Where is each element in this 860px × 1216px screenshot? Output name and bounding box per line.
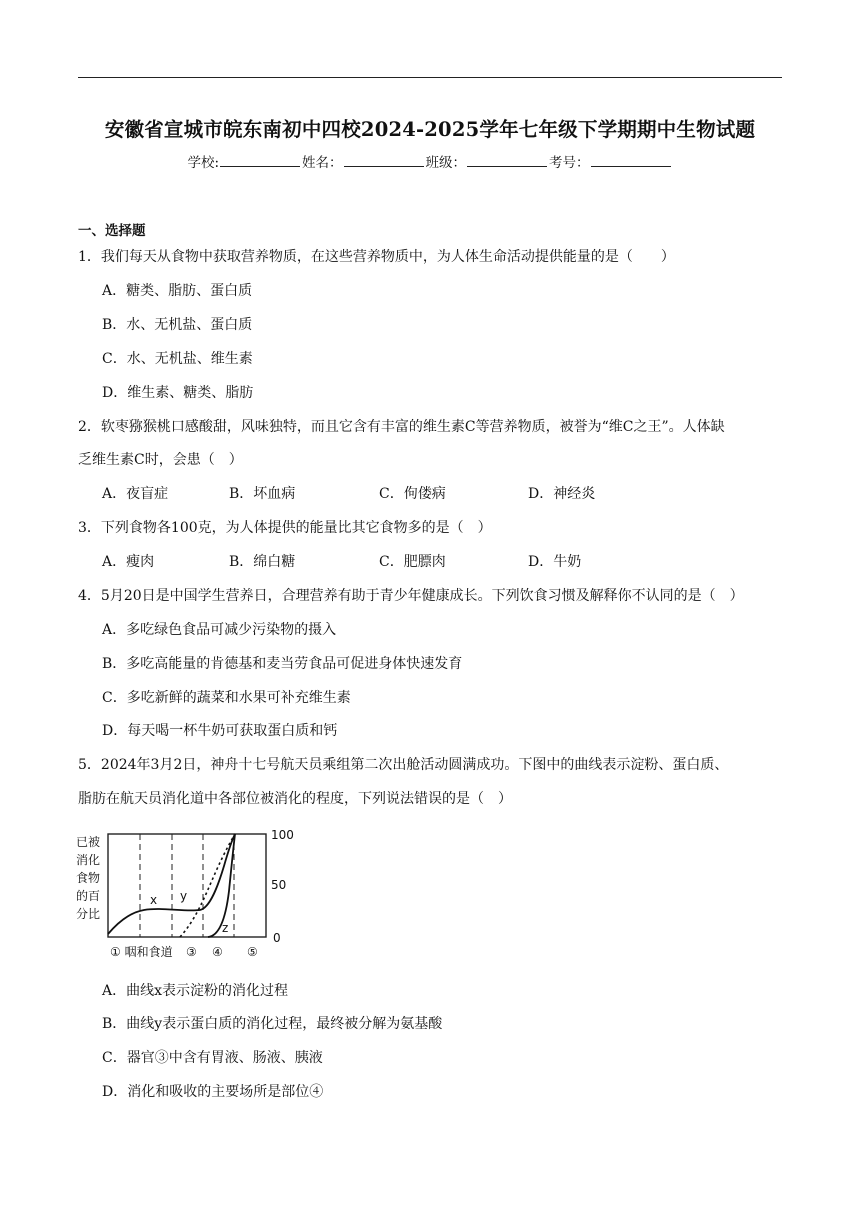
question-4-stem: 4．5月20日是中国学生营养日，合理营养有助于青少年健康成长。下列饮食习惯及解释你不认同的是（ ） — [78, 588, 744, 604]
question-1-option-c[interactable]: C．水、无机盐、维生素 — [102, 351, 253, 367]
y-label-line-4: 的百 — [76, 889, 101, 903]
question-5-option-b[interactable]: B．曲线y表示蛋白质的消化过程，最终被分解为氨基酸 — [102, 1016, 443, 1032]
question-4-option-d[interactable]: D．每天喝一杯牛奶可获取蛋白质和钙 — [102, 723, 338, 739]
school-blank[interactable] — [220, 153, 300, 167]
x-label-3: ③ — [186, 945, 197, 959]
question-1-option-d[interactable]: D．维生素、糖类、脂肪 — [102, 385, 254, 401]
question-3-option-d[interactable]: D．牛奶 — [528, 554, 582, 570]
name-label: 姓名： — [302, 155, 343, 171]
y-tick-100: 100 — [271, 828, 294, 842]
question-4-option-b[interactable]: B．多吃高能量的肯德基和麦当劳食品可促进身体快速发育 — [102, 656, 463, 672]
curve-label-y: y — [180, 889, 188, 903]
curve-label-x: x — [150, 893, 158, 907]
number-blank[interactable] — [591, 153, 671, 167]
question-3-option-b[interactable]: B．绵白糖 — [229, 554, 296, 570]
question-2-option-d[interactable]: D．神经炎 — [528, 486, 596, 502]
question-5-option-d[interactable]: D．消化和吸收的主要场所是部位④ — [102, 1084, 324, 1100]
question-3-stem: 3．下列食物各100克，为人体提供的能量比其它食物多的是（ ） — [78, 520, 492, 536]
number-label: 考号： — [549, 155, 590, 171]
top-rule — [78, 77, 782, 78]
y-label-line-2: 消化 — [76, 853, 101, 867]
question-2-option-a[interactable]: A．夜盲症 — [102, 486, 169, 502]
question-1-stem: 1．我们每天从食物中获取营养物质，在这些营养物质中，为人体生命活动提供能量的是（ ） — [78, 249, 675, 265]
x-label-4: ④ — [212, 945, 223, 959]
digestion-curve-svg — [72, 826, 300, 962]
y-label-line-3: 食物 — [76, 871, 101, 885]
question-2-stem-line-2: 乏维生素C时，会患（ ） — [78, 452, 243, 468]
y-label-line-1: 已被 — [76, 835, 101, 849]
class-blank[interactable] — [467, 153, 547, 167]
student-info-line — [0, 151, 860, 171]
question-2-stem-line-1: 2．软枣猕猴桃口感酸甜，风味独特，而且它含有丰富的维生素C等营养物质，被誉为“维C之王”。人体缺 — [78, 419, 725, 435]
question-1-option-a[interactable]: A．糖类、脂肪、蛋白质 — [102, 283, 253, 299]
y-tick-50: 50 — [271, 878, 287, 892]
school-label: 学校: — [187, 155, 220, 171]
question-5-stem-line-1: 5．2024年3月2日，神舟十七号航天员乘组第二次出舱活动圆满成功。下图中的曲线表示淀粉、蛋白质、 — [78, 757, 729, 773]
curve-label-z: z — [222, 921, 229, 935]
question-2-option-b[interactable]: B．坏血病 — [229, 486, 296, 502]
question-1-option-b[interactable]: B．水、无机盐、蛋白质 — [102, 317, 253, 333]
section-title: 一、选择题 — [78, 223, 146, 239]
name-blank[interactable] — [344, 153, 424, 167]
question-4-option-c[interactable]: C．多吃新鲜的蔬菜和水果可补充维生素 — [102, 690, 351, 706]
question-5-option-c[interactable]: C．器官③中含有胃液、肠液、胰液 — [102, 1050, 323, 1066]
digestion-curve-figure — [72, 826, 300, 962]
plot-frame — [108, 834, 266, 937]
question-4-option-a[interactable]: A．多吃绿色食品可减少污染物的摄入 — [102, 622, 337, 638]
question-3-option-a[interactable]: A．瘦肉 — [102, 554, 155, 570]
question-5-option-a[interactable]: A．曲线x表示淀粉的消化过程 — [102, 983, 289, 999]
class-label: 班级： — [425, 155, 467, 171]
question-5-stem-line-2: 脂肪在航天员消化道中各部位被消化的程度，下列说法错误的是（ ） — [78, 791, 512, 807]
question-2-option-c[interactable]: C．佝偻病 — [379, 486, 446, 502]
y-tick-0: 0 — [273, 931, 281, 945]
y-label-line-5: 分比 — [76, 907, 101, 921]
question-3-option-c[interactable]: C．肥膘肉 — [379, 554, 446, 570]
page-title: 安徽省宣城市皖东南初中四校2024-2025学年七年级下学期期中生物试题 — [104, 118, 756, 141]
x-label-5: ⑤ — [247, 945, 258, 959]
x-label-pharynx-esophagus: ① 咽和食道 — [110, 945, 173, 959]
